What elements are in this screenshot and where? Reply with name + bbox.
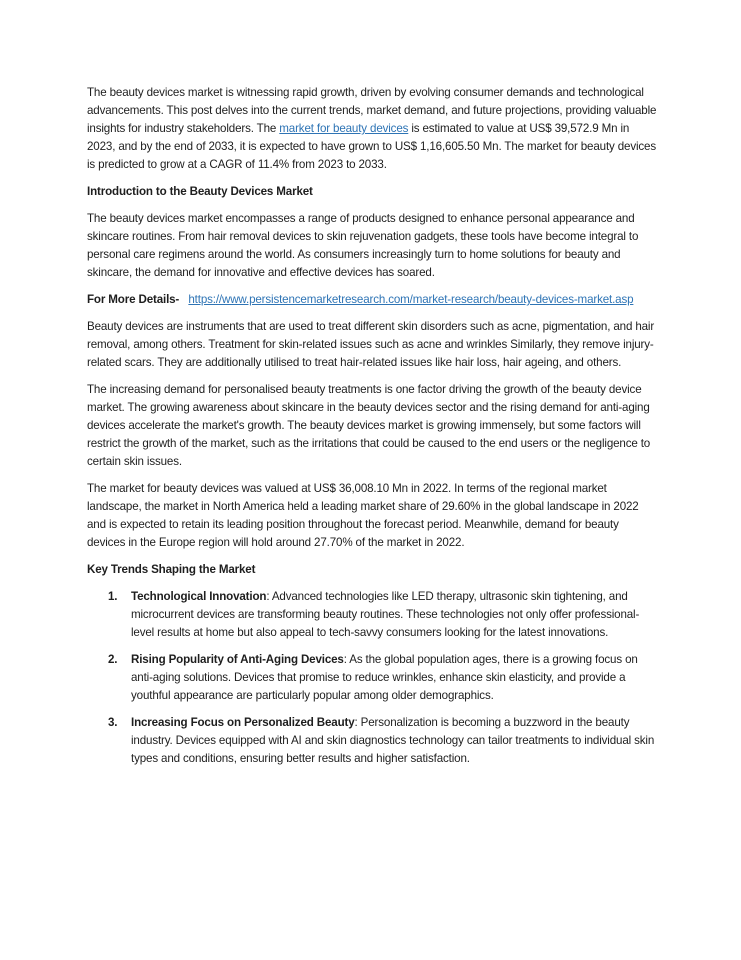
- trend-item: [87, 651, 657, 705]
- trend-number: 1.: [108, 590, 118, 603]
- demand-paragraph: The increasing demand for personalised beauty treatments is one factor driving the growth of the beauty device market. The growing awareness about skincare in the beauty devices sector and the rising demand for anti-aging devices accelerate the market's growth. The beauty devices market is growing immensely, but some factors will restrict the growth of the market, such as the irritations that could be caused to the end users or the negligence to certain skin issues.: [87, 383, 651, 468]
- more-details-label: For More Details-: [87, 293, 180, 306]
- regional-paragraph: The market for beauty devices was valued at US$ 36,008.10 Mn in 2022. In terms of the regional market landscape, the market in North America held a leading market share of 29.60% in the global landscape in 2022 and is expected to retain its leading position throughout the forecast period. Meanwhile, demand for beauty devices in the Europe region will hold around 27.70% of the market in 2022.: [87, 482, 639, 549]
- trend-number: 2.: [108, 653, 118, 666]
- trend-term: Rising Popularity of Anti-Aging Devices: [131, 653, 344, 666]
- section-heading-key-trends: Key Trends Shaping the Market: [87, 563, 256, 576]
- trend-term: Technological Innovation: [131, 590, 267, 603]
- trend-text: : As the global population ages, there is a growing focus on anti-aging solutions. Devices that promise to reduce wrinkles, enhance skin elasticity, and provide a youthful appearance are particularly popular among older demographics.: [131, 653, 638, 702]
- trend-item: [87, 714, 657, 768]
- devices-paragraph: Beauty devices are instruments that are used to treat different skin disorders such as acne, pigmentation, and hair removal, among others. Treatment for skin-related issues such as acne and wrinkles Similarly, they remove injury-related scars. They are additionally utilised to treat hair-related issues like hair loss, hair ageing, and others.: [87, 320, 655, 369]
- document-page: [87, 84, 657, 777]
- intro-paragraph: [87, 84, 657, 174]
- trend-item: [87, 588, 657, 642]
- trend-text: : Advanced technologies like LED therapy, ultrasonic skin tightening, and microcurrent devices are transforming beauty routines. These technologies not only offer professional-level results at home but also appeal to tech-savvy consumers looking for the latest innovations.: [131, 590, 640, 639]
- introduction-paragraph: The beauty devices market encompasses a range of products designed to enhance personal appearance and skincare routines. From hair removal devices to skin rejuvenation gadgets, these tools have become integral to personal care regimens around the world. As consumers increasingly turn to home solutions for beauty and skincare, the demand for innovative and effective devices has soared.: [87, 212, 639, 279]
- trend-text: : Personalization is becoming a buzzword in the beauty industry. Devices equipped with AI and skin diagnostics technology can tailor treatments to individual skin types and conditions, ensuring better results and higher satisfaction.: [131, 716, 655, 765]
- market-for-beauty-devices-link[interactable]: market for beauty devices: [279, 122, 409, 135]
- more-details-link[interactable]: https://www.persistencemarketresearch.com/market-research/beauty-devices-market.asp: [188, 293, 634, 306]
- key-trends-list: [87, 588, 657, 768]
- trend-number: 3.: [108, 716, 118, 729]
- trend-term: Increasing Focus on Personalized Beauty: [131, 716, 355, 729]
- intro-text-after-link: is estimated to value at US$ 39,572.9 Mn in 2023, and by the end of 2033, it is expected to have grown to US$ 1,16,605.50 Mn. The market for beauty devices is predicted to grow at a CAGR of 11.4% from 2023 to 2033.: [87, 122, 656, 171]
- intro-text-before-link: The beauty devices market is witnessing rapid growth, driven by evolving consumer demands and technological advancements. This post delves into the current trends, market demand, and future projections, providing valuable insights for industry stakeholders. The: [87, 86, 657, 135]
- more-details-paragraph: [87, 291, 657, 309]
- section-heading-introduction: Introduction to the Beauty Devices Market: [87, 185, 313, 198]
